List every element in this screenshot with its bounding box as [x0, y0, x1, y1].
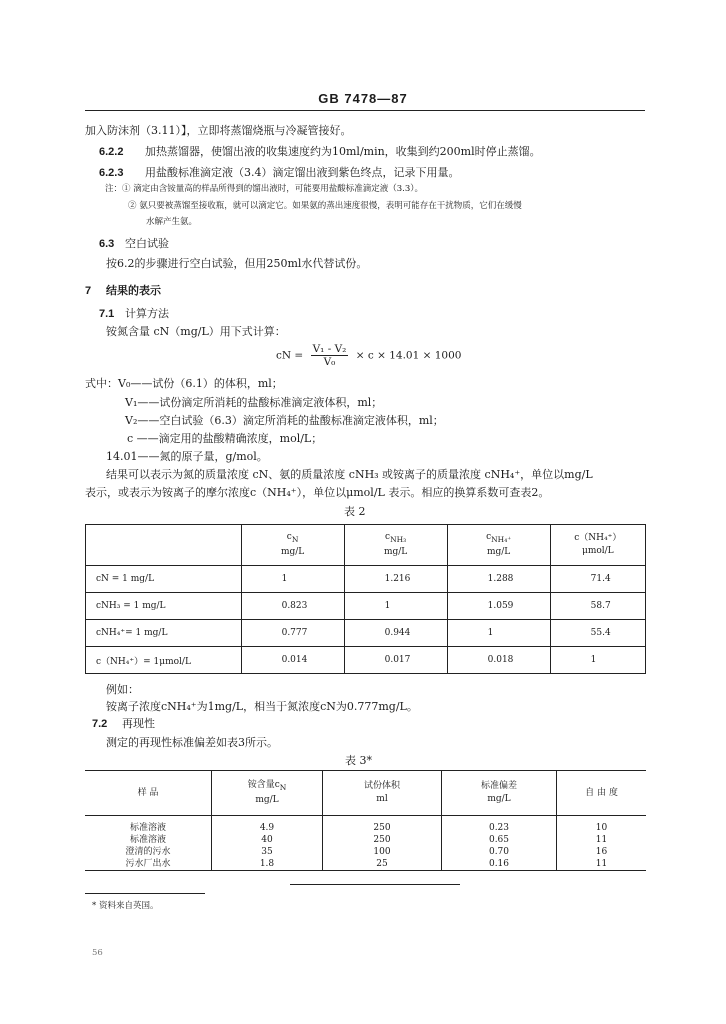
table-row [85, 858, 646, 871]
table-cell: 1.288 [447, 566, 550, 593]
formula-fraction [311, 343, 349, 368]
table-cell: 55.4 [550, 620, 645, 647]
table-cell: 1 [241, 566, 344, 593]
paragraph-line: 加入防沫剂（3.11）】，立即将蒸馏烧瓶与冷凝管接好。 [85, 124, 352, 137]
where-line: V₂——空白试验（6.3）滴定所消耗的盐酸标准滴定液体积，ml； [125, 414, 444, 427]
section-number: 6.2.2 [99, 146, 124, 158]
header-line: mg/L [487, 794, 511, 804]
table-header-cell [86, 525, 242, 566]
table-header-cell [447, 525, 550, 566]
section-number: 7.1 [99, 308, 115, 320]
row-header-cell: c（NH₄⁺）= 1μmol/L [86, 647, 242, 674]
table-header-row [85, 771, 646, 816]
table-cell: 0.23 [442, 816, 557, 835]
table-cell: 40 [212, 834, 323, 846]
table-cell: 35 [212, 846, 323, 858]
section-number: 7.2 [92, 718, 108, 730]
table-cell: 10 [557, 816, 647, 835]
header-line: mg/L [280, 546, 305, 557]
table-cell: 11 [557, 858, 647, 871]
section-number: 7 [85, 285, 92, 297]
section-number: 6.2.3 [99, 167, 124, 179]
table-header-cell [344, 525, 447, 566]
formula-numerator: V₁ - V₂ [312, 343, 347, 355]
where-line: 式中：V₀——试份（6.1）的体积，ml； [85, 377, 283, 390]
section-text: 按6.2的步骤进行空白试验，但用250ml水代替试份。 [106, 257, 368, 270]
table-cell: 0.16 [442, 858, 557, 871]
table-header-cell [323, 771, 442, 816]
table-cell: 0.823 [241, 593, 344, 620]
header-line: 试份体积 [363, 781, 400, 791]
table-header-cell [212, 771, 323, 816]
table-cell: 1.8 [212, 858, 323, 871]
table-cell: 0.014 [241, 647, 344, 674]
row-header-cell: cNH₃ = 1 mg/L [86, 593, 242, 620]
table-row [85, 834, 646, 846]
paragraph-line: 表示，或表示为铵离子的摩尔浓度c（NH₄⁺），单位以μmol/L 表示。相应的换算系数可查表2。 [85, 486, 550, 499]
section-text: 铵氮含量 cN（mg/L）用下式计算： [106, 325, 286, 338]
header-line: mg/L [383, 546, 408, 557]
end-rule [290, 884, 460, 885]
table-row [85, 846, 646, 858]
page-header: GB 7478—87 [318, 91, 408, 106]
table-row [85, 816, 646, 835]
table-cell: 0.65 [442, 834, 557, 846]
table-cell: 58.7 [550, 593, 645, 620]
table-cell: 0.944 [344, 620, 447, 647]
formula-rhs: × c × 14.01 × 1000 [355, 349, 462, 362]
note: 注：① 滴定由含铵量高的样品所得到的馏出液时，可能要用盐酸标准滴定液（3.3）。 [105, 184, 423, 194]
section-number: 6.3 [99, 238, 115, 250]
header-line: ml [376, 794, 388, 804]
table-cell: 71.4 [550, 566, 645, 593]
table-cell: 100 [323, 846, 442, 858]
section-text: 加热蒸馏器，使馏出液的收集速度约为10ml/min，收集到约200ml时停止蒸馏。 [145, 145, 541, 158]
example-text: 铵离子浓度cNH₄⁺为1mg/L，相当于氮浓度cN为0.777mg/L。 [106, 700, 418, 713]
table-cell: 250 [323, 816, 442, 835]
footnote: * 资料来自英国。 [92, 901, 159, 911]
table-caption: 表 2 [344, 505, 366, 518]
section-title: 结果的表示 [106, 285, 161, 297]
where-line: V₁——试份滴定所消耗的盐酸标准滴定液体积，ml； [125, 396, 383, 409]
table-cell: 1 [550, 647, 645, 674]
table-cell: 0.018 [447, 647, 550, 674]
table-header-cell [241, 525, 344, 566]
footnote-rule [85, 893, 205, 894]
formula-denominator: V₀ [323, 356, 336, 368]
table-row [86, 647, 646, 674]
header-line: c（NH₄⁺） [574, 533, 622, 543]
table-cell: 澄清的污水 [125, 847, 171, 857]
header-line: $c_N$ [286, 532, 299, 544]
table-cell: 1 [344, 593, 447, 620]
table-cell: 0.777 [241, 620, 344, 647]
header-line: mg/L [486, 546, 511, 557]
section-text: 用盐酸标准滴定液（3.4）滴定馏出液到紫色终点，记录下用量。 [145, 166, 460, 179]
table-row [86, 620, 646, 647]
table-cell: 1.216 [344, 566, 447, 593]
table-cell: 0.70 [442, 846, 557, 858]
header-line: μmol/L [581, 546, 614, 556]
header-line: $c_{NH_4^+}$ [486, 532, 512, 544]
formula-lhs: cN = [276, 349, 304, 362]
table-cell: 0.017 [344, 647, 447, 674]
section-title: 计算方法 [125, 307, 169, 320]
table-cell: 4.9 [212, 816, 323, 835]
header-line: 铵含量$c_N$ [247, 780, 287, 792]
where-line: 14.01——氮的原子量，g/mol。 [106, 450, 268, 463]
table-cell: 25 [323, 858, 442, 871]
row-header-cell: cN = 1 mg/L [86, 566, 242, 593]
note: 水解产生氨。 [146, 217, 198, 227]
header-line: 标准偏差 [480, 781, 517, 791]
table-header-cell [550, 525, 645, 566]
page-number: 56 [92, 948, 103, 958]
table-cell: 11 [557, 834, 647, 846]
table-row [86, 593, 646, 620]
table-header-row [86, 525, 646, 566]
paragraph-line: 结果可以表示为氮的质量浓度 cN、氨的质量浓度 cNH₃ 或铵离子的质量浓度 cNH₄⁺，单位以mg/L [106, 468, 593, 481]
table-caption: 表 3* [345, 754, 372, 767]
table-cell: 1 [447, 620, 550, 647]
table-header-cell: 自 由 度 [557, 771, 647, 816]
conversion-table [85, 524, 646, 674]
section-title: 再现性 [122, 717, 155, 730]
formula [276, 343, 461, 368]
note: ② 氨只要被蒸馏至接收瓶，就可以滴定它。如果氨的蒸出速度很慢，表明可能存在干扰物质，它们在缓慢 [128, 201, 522, 211]
table-cell: 污水厂出水 [85, 858, 212, 871]
row-header-cell: cNH₄⁺= 1 mg/L [86, 620, 242, 647]
table-cell: 250 [323, 834, 442, 846]
header-line: mg/L [255, 794, 279, 805]
table-row [86, 566, 646, 593]
reproducibility-table [85, 770, 646, 871]
header-rule [85, 110, 645, 111]
table-header-cell [442, 771, 557, 816]
where-line: c ——滴定用的盐酸精确浓度，mol/L； [127, 432, 323, 445]
table-cell: 16 [557, 846, 647, 858]
section-title: 空白试验 [125, 237, 169, 250]
table-header-cell: 样 品 [85, 771, 212, 816]
table-cell: 标准溶液 [129, 835, 166, 845]
header-line: $c_{NH_3}$ [385, 532, 407, 544]
section-text: 测定的再现性标准偏差如表3所示。 [106, 736, 278, 749]
example-label: 例如： [106, 683, 139, 696]
table-cell: 1.059 [447, 593, 550, 620]
table-cell: 标准溶液 [129, 823, 166, 833]
